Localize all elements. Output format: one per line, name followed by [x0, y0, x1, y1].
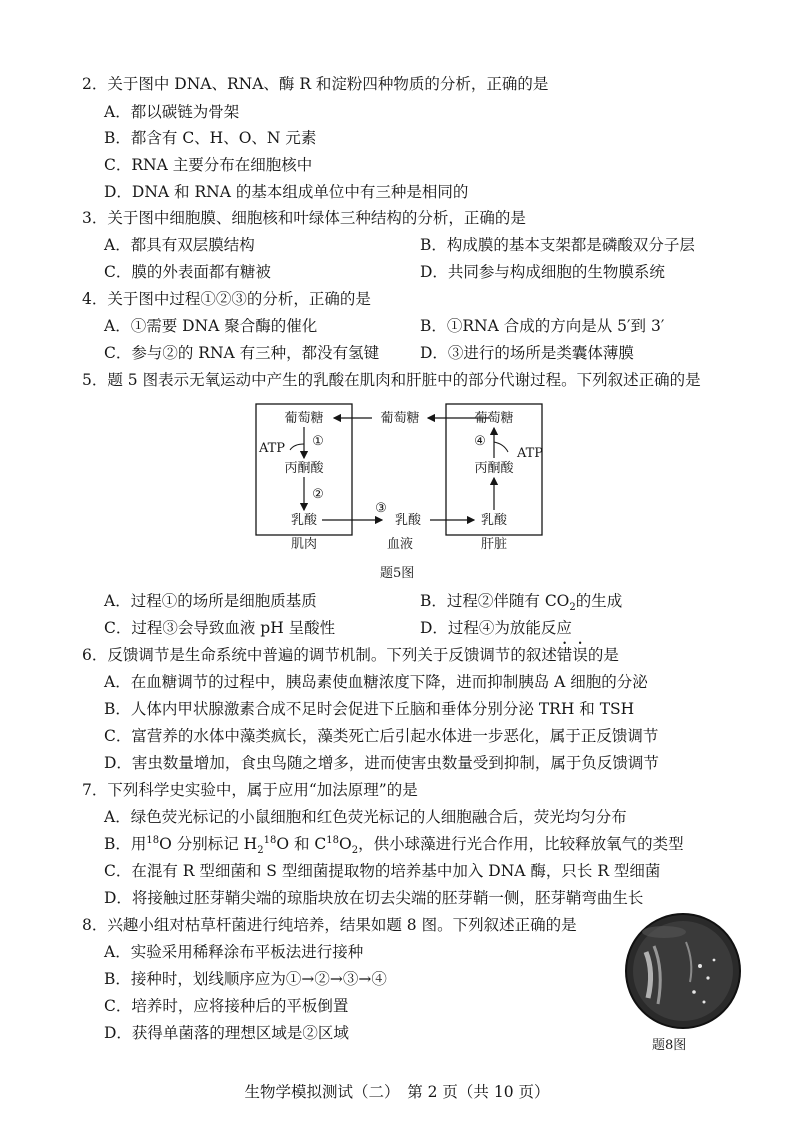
- lactate-metabolism-diagram: [250, 400, 550, 550]
- blood-lactate-label: 乳酸: [394, 513, 422, 528]
- question-2-option-c: C．RNA 主要分布在细胞核中: [104, 156, 313, 174]
- liver-label: 肝脏: [480, 537, 508, 550]
- liver-glucose-label: 葡萄糖: [474, 411, 514, 426]
- question-5-option-c: C．过程③会导致血液 pH 呈酸性: [104, 619, 336, 637]
- question-4-option-a: A．①需要 DNA 聚合酶的催化: [104, 317, 318, 335]
- question-4-option-d: D．③进行的场所是类囊体薄膜: [420, 344, 634, 362]
- question-6-option-a: A．在血糖调节的过程中，胰岛素使血糖浓度下降，进而抑制胰岛 A 细胞的分泌: [104, 673, 648, 691]
- question-3-stem: 3．关于图中细胞膜、细胞核和叶绿体三种结构的分析，正确的是: [82, 209, 526, 227]
- question-7-option-c: C．在混有 R 型细菌和 S 型细菌提取物的培养基中加入 DNA 酶，只长 R 型细菌: [104, 862, 661, 880]
- question-8-option-d: D．获得单菌落的理想区域是②区域: [104, 1024, 349, 1042]
- question-4-stem: 4．关于图中过程①②③的分析，正确的是: [82, 290, 371, 308]
- muscle-pyruvate-label: 丙酮酸: [284, 461, 324, 476]
- question-7-option-a: A．绿色荧光标记的小鼠细胞和红色荧光标记的人细胞融合后，荧光均匀分布: [104, 808, 627, 826]
- question-8-option-a: A．实验采用稀释涂布平板法进行接种: [104, 943, 364, 961]
- question-7-stem: 7．下列科学史实验中，属于应用“加法原理”的是: [82, 781, 418, 799]
- petri-dish-photo: [624, 912, 742, 1030]
- question-7-option-d: D．将接触过胚芽鞘尖端的琼脂块放在切去尖端的胚芽鞘一侧，胚芽鞘弯曲生长: [104, 889, 644, 907]
- muscle-label: 肌肉: [290, 537, 318, 550]
- question-3-option-b: B．构成膜的基本支架都是磷酸双分子层: [420, 236, 695, 254]
- process-1-label: ①: [312, 434, 324, 449]
- question-6-option-b: B．人体内甲状腺激素合成不足时会促进下丘脑和垂体分别分泌 TRH 和 TSH: [104, 700, 635, 718]
- question-4-option-b: B．①RNA 合成的方向是从 5′到 3′: [420, 317, 665, 335]
- question-6-option-d: D．害虫数量增加，食虫鸟随之增多，进而使害虫数量受到抑制，属于负反馈调节: [104, 754, 659, 772]
- question-5-option-a: A．过程①的场所是细胞质基质: [104, 592, 317, 610]
- question-2-option-a: A．都以碳链为骨架: [104, 103, 240, 121]
- page-footer: 生物学模拟测试（二） 第 2 页（共 10 页）: [244, 1083, 550, 1101]
- question-2-option-b: B．都含有 C、H、O、N 元素: [104, 129, 317, 147]
- process-4-label: ④: [474, 434, 486, 449]
- blood-label: 血液: [386, 537, 414, 550]
- question-3-option-a: A．都具有双层膜结构: [104, 236, 255, 254]
- question-5-option-d: D．过程④为放能反应: [420, 619, 572, 637]
- question-2-stem: 2．关于图中 DNA、RNA、酶 R 和淀粉四种物质的分析，正确的是: [82, 75, 549, 93]
- question-8-option-c: C．培养时，应将接种后的平板倒置: [104, 997, 349, 1015]
- liver-pyruvate-label: 丙酮酸: [474, 461, 514, 476]
- figure-8-caption: 题8图: [652, 1038, 687, 1053]
- question-5-option-b: B．过程②伴随有 $CO_2$的生成: [420, 592, 623, 614]
- question-5-stem: 5．题 5 图表示无氧运动中产生的乳酸在肌肉和肝脏中的部分代谢过程。下列叙述正确的是: [82, 371, 701, 389]
- liver-lactate-label: 乳酸: [480, 513, 508, 528]
- process-3-label: ③: [375, 501, 387, 516]
- question-7-option-b: B．用$^{18}$O 分别标记 $H_2^{18}O$ 和 $C^{18}O_2$，供小球藻进行光合作用，比较释放氧气的类型: [104, 834, 684, 857]
- question-8-option-b: B．接种时，划线顺序应为①→②→③→④: [104, 970, 387, 988]
- muscle-lactate-label: 乳酸: [290, 513, 318, 528]
- liver-atp-label: ATP: [516, 446, 544, 461]
- muscle-glucose-label: 葡萄糖: [284, 411, 324, 426]
- question-2-option-d: D．DNA 和 RNA 的基本组成单位中有三种是相同的: [104, 183, 469, 201]
- figure-5-caption: 题5图: [380, 566, 415, 581]
- question-3-option-c: C．膜的外表面都有糖被: [104, 263, 271, 281]
- blood-glucose-label: 葡萄糖: [380, 411, 420, 426]
- question-6-stem: 6．反馈调节是生命系统中普遍的调节机制。下列关于反馈调节的叙述错误的是: [82, 646, 619, 664]
- question-8-stem: 8．兴趣小组对枯草杆菌进行纯培养，结果如题 8 图。下列叙述正确的是: [82, 916, 577, 934]
- question-3-option-d: D．共同参与构成细胞的生物膜系统: [420, 263, 665, 281]
- process-2-label: ②: [312, 487, 324, 502]
- question-4-option-c: C．参与②的 RNA 有三种，都没有氢键: [104, 344, 380, 362]
- question-6-option-c: C．富营养的水体中藻类疯长，藻类死亡后引起水体进一步恶化，属于正反馈调节: [104, 727, 659, 745]
- muscle-atp-label: ATP: [258, 441, 286, 456]
